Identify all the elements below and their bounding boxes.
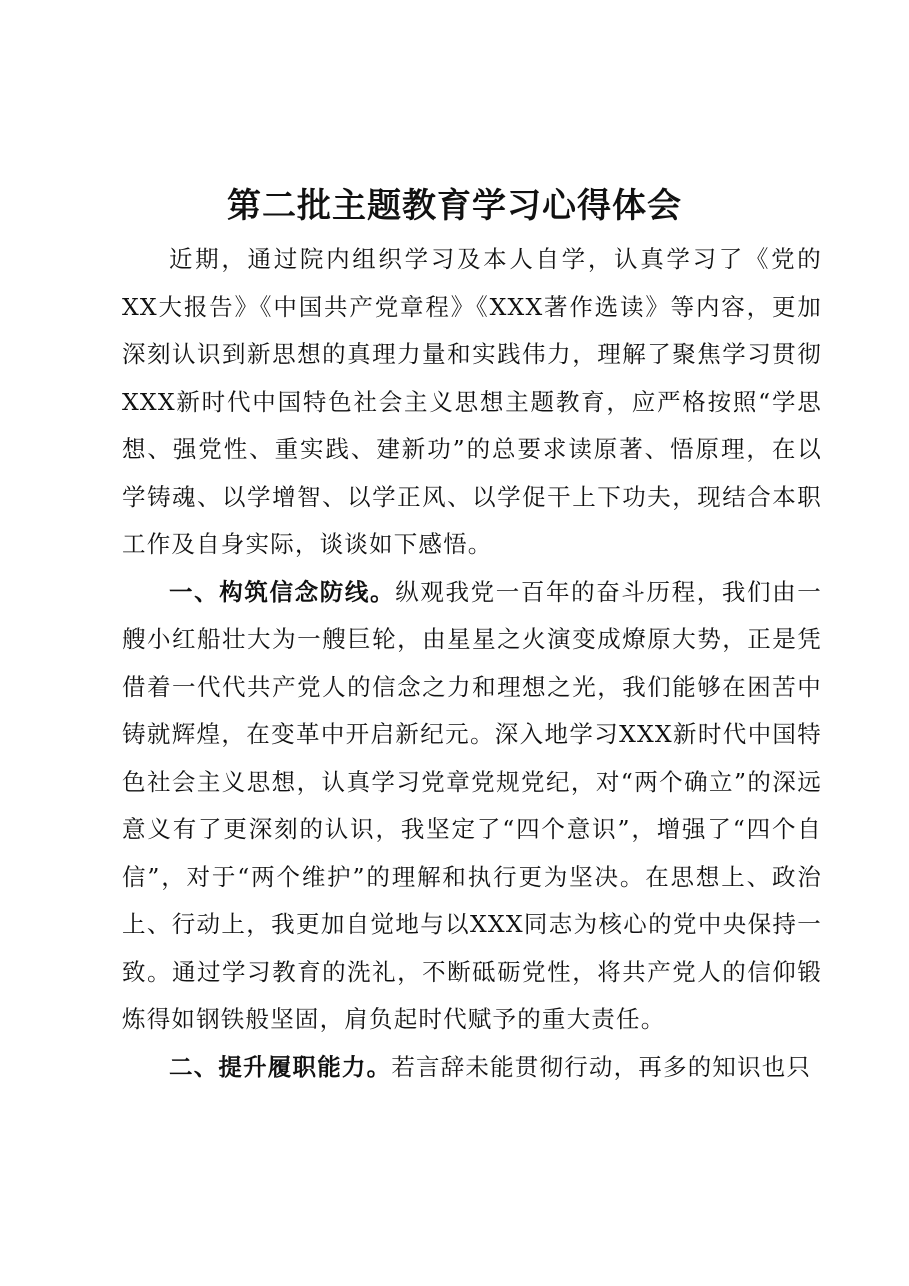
- section-heading: 二、提升履职能力。: [169, 1052, 392, 1081]
- document-title: 第二批主题教育学习心得体会: [227, 186, 682, 226]
- section-heading: 一、构筑信念防线。: [169, 577, 396, 606]
- paragraph-section-1: [122, 569, 822, 1044]
- document-body: [122, 236, 822, 1091]
- paragraph-section-2: [122, 1044, 822, 1092]
- paragraph-text: 若言辞未能贯彻行动，再多的知识也只: [391, 1052, 812, 1081]
- paragraph-intro: [122, 236, 822, 569]
- paragraph-text: 近期，通过院内组织学习及本人自学，认真学习了《党的XX大报告》《中国共产党章程》《XXX著作选读》等内容，更加深刻认识到新思想的真理力量和实践伟力，理解了聚焦学习贯彻XXX新时代中国特色社会主义思想主题教育，应严格按照“学思想、强党性、重实践、建新功”的总要求读原著、悟原理，在以学铸魂、以学增智、以学正风、以学促干上下功夫，现结合本职工作及自身实际，谈谈如下感悟。: [122, 245, 822, 558]
- paragraph-text: 纵观我党一百年的奋斗历程，我们由一艘小红船壮大为一艘巨轮，由星星之火演变成燎原大势，正是凭借着一代代共产党人的信念之力和理想之光，我们能够在困苦中铸就辉煌，在变革中开启新纪元。深入地学习XXX新时代中国特色社会主义思想，认真学习党章党规党纪，对“两个确立”的深远意义有了更深刻的认识，我坚定了“四个意识”，增强了“四个自信”，对于“两个维护”的理解和执行更为坚决。在思想上、政治上、行动上，我更加自觉地与以XXX同志为核心的党中央保持一致。通过学习教育的洗礼，不断砥砺党性，将共产党人的信仰锻炼得如钢铁般坚固，肩负起时代赋予的重大责任。: [122, 577, 822, 1033]
